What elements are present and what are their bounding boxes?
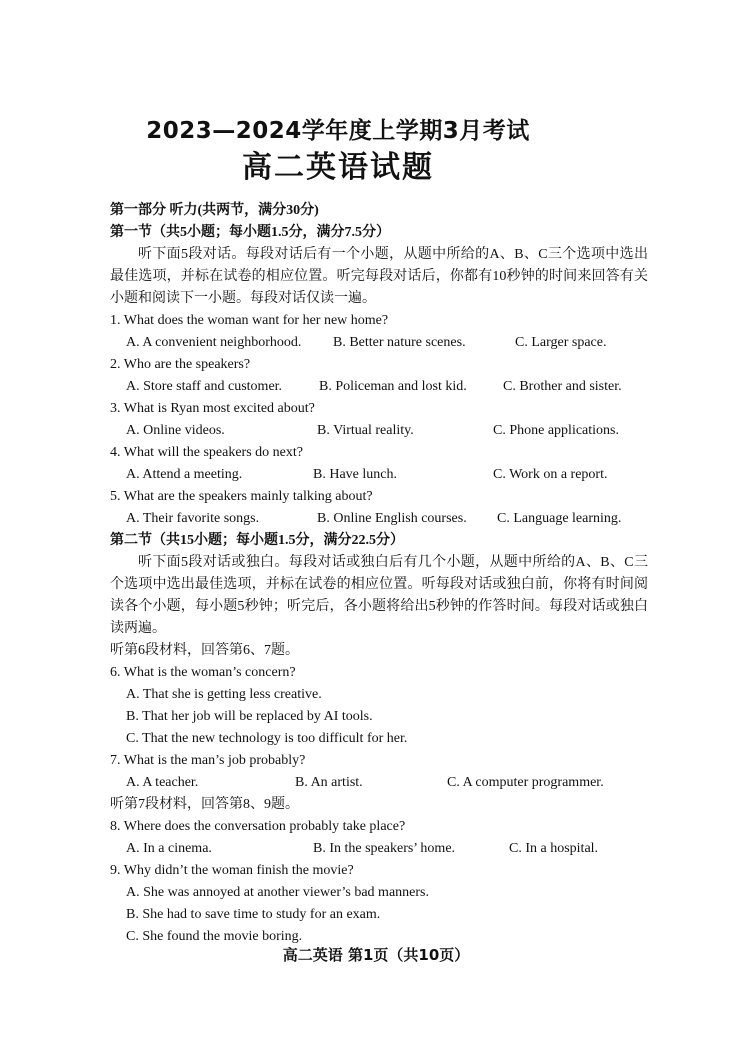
question-2-options	[110, 376, 648, 398]
question-4-option-a: A. Attend a meeting.	[126, 467, 243, 482]
question-1-option-c: C. Larger space.	[515, 335, 607, 350]
question-3-option-a: A. Online videos.	[126, 423, 225, 438]
question-8-option-c: C. In a hospital.	[509, 841, 599, 856]
section1-heading: 第一节（共5小题；每小题1.5分，满分7.5分）	[110, 225, 390, 240]
question-3-stem: 3. What is Ryan most excited about?	[110, 401, 315, 416]
question-7-option-c: C. A computer programmer.	[447, 775, 604, 790]
question-9-stem: 9. Why didn’t the woman finish the movie?	[110, 863, 354, 878]
question-5-option-a: A. Their favorite songs.	[126, 511, 260, 526]
question-1-option-a: A. A convenient neighborhood.	[126, 335, 302, 350]
question-4-stem: 4. What will the speakers do next?	[110, 445, 303, 460]
section1-instructions: 听下面5段对话。每段对话后有一个小题，从题中所给的A、B、C三个选项中选出最佳选项，并标在试卷的相应位置。听完每段对话后，你都有10秒钟的时间来回答有关小题和阅读下一小题。每段对话仅读一遍。	[110, 247, 648, 306]
section2-heading: 第二节（共15小题；每小题1.5分，满分22.5分）	[110, 533, 404, 548]
question-2-option-c: C. Brother and sister.	[503, 379, 622, 394]
question-2-option-b: B. Policeman and lost kid.	[319, 379, 467, 394]
exam-content	[110, 200, 648, 948]
question-4-options	[110, 464, 648, 486]
question-6-stem: 6. What is the woman’s concern?	[110, 665, 296, 680]
question-8-options	[110, 838, 648, 860]
question-8-option-b: B. In the speakers’ home.	[313, 841, 456, 856]
part1-heading: 第一部分 听力(共两节，满分30分)	[110, 203, 319, 218]
question-9-option-c: C. She found the movie boring.	[126, 929, 303, 944]
question-2-stem: 2. Who are the speakers?	[110, 357, 251, 372]
exam-title: 2023—2024学年度上学期3月考试	[146, 118, 530, 144]
question-3-options	[110, 420, 648, 442]
question-1-options	[110, 332, 648, 354]
question-8-option-a: A. In a cinema.	[126, 841, 212, 856]
question-7-option-b: B. An artist.	[295, 775, 363, 790]
question-8-stem: 8. Where does the conversation probably take place?	[110, 819, 406, 834]
question-5-option-c: C. Language learning.	[497, 511, 622, 526]
question-6-option-b: B. That her job will be replaced by AI tools.	[126, 709, 373, 724]
question-7-stem: 7. What is the man’s job probably?	[110, 753, 306, 768]
question-5-stem: 5. What are the speakers mainly talking about?	[110, 489, 373, 504]
question-9-option-b: B. She had to save time to study for an exam.	[126, 907, 381, 922]
question-5-option-b: B. Online English courses.	[317, 511, 467, 526]
question-3-option-b: B. Virtual reality.	[317, 423, 414, 438]
question-9-option-a: A. She was annoyed at another viewer’s bad manners.	[126, 885, 429, 900]
question-5-options	[110, 508, 648, 530]
question-1-stem: 1. What does the woman want for her new home?	[110, 313, 389, 328]
question-6-option-a: A. That she is getting less creative.	[126, 687, 322, 702]
material-7-note: 听第7段材料，回答第8、9题。	[110, 797, 299, 812]
paper-subject-title: 高二英语试题	[242, 150, 434, 185]
question-2-option-a: A. Store staff and customer.	[126, 379, 283, 394]
page-footer: 高二英语 第1页（共10页）	[282, 946, 470, 964]
material-6-note: 听第6段材料，回答第6、7题。	[110, 643, 299, 658]
section2-instructions: 听下面5段对话或独白。每段对话或独白后有几个小题，从题中所给的A、B、C三个选项中选出最佳选项，并标在试卷的相应位置。听每段对话或独白前，你将有时间阅读各个小题，每小题5秒钟；听完后，各小题将给出5秒钟的作答时间。每段对话或独白读两遍。	[110, 555, 648, 636]
question-3-option-c: C. Phone applications.	[493, 423, 619, 438]
question-6-option-c: C. That the new technology is too difficult for her.	[126, 731, 408, 746]
question-4-option-b: B. Have lunch.	[313, 467, 397, 482]
question-4-option-c: C. Work on a report.	[493, 467, 608, 482]
question-7-option-a: A. A teacher.	[126, 775, 199, 790]
question-1-option-b: B. Better nature scenes.	[333, 335, 466, 350]
question-7-options	[110, 772, 648, 794]
